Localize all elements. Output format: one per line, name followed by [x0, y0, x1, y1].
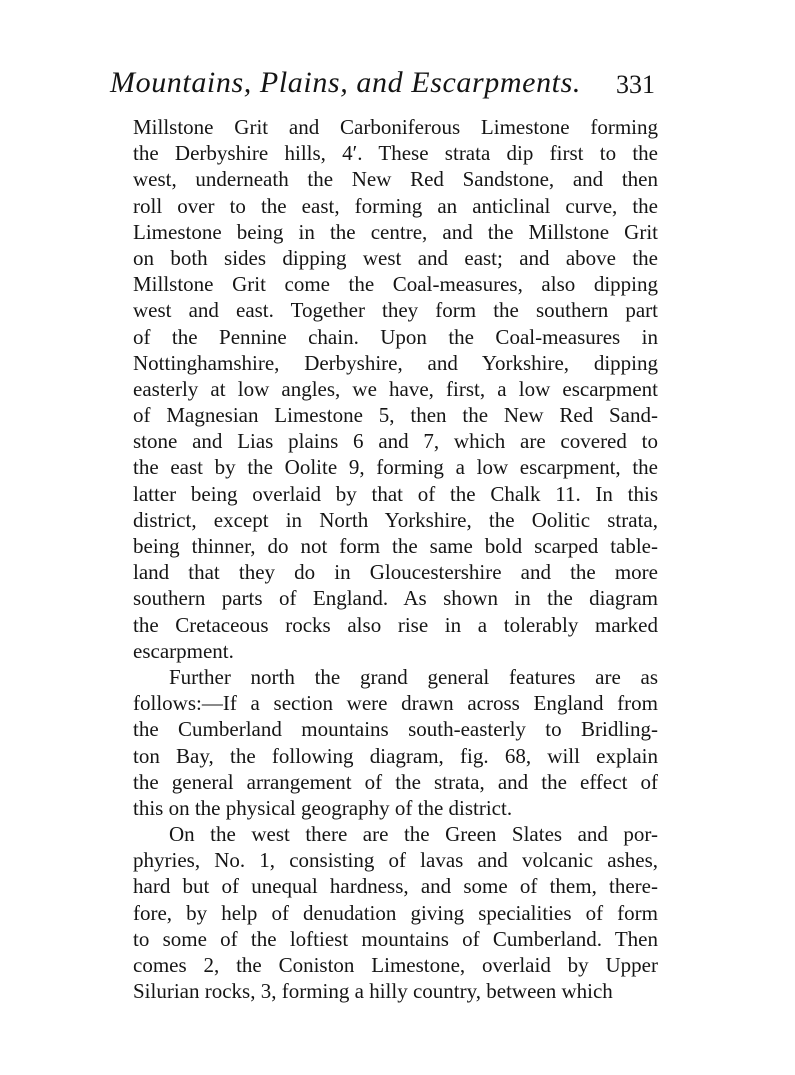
- text-line: On the west there are the Green Slates and por-: [169, 822, 658, 847]
- text-line: district, except in North Yorkshire, the Oolitic strata,: [133, 507, 658, 532]
- text-line: the Cumberland mountains south-easterly to Bridling-: [133, 717, 658, 742]
- text-line: the Derbyshire hills, 4′. These strata dip first to the: [133, 141, 658, 166]
- text-line: follows:—If a section were drawn across England from: [133, 691, 658, 716]
- text-line: the general arrangement of the strata, and the effect of: [133, 769, 658, 794]
- text-line: roll over to the east, forming an anticlinal curve, the: [133, 193, 658, 218]
- text-line: easterly at low angles, we have, first, a low escarpment: [133, 376, 658, 401]
- text-line: fore, by help of denudation giving specialities of form: [133, 900, 658, 925]
- text-line: Nottinghamshire, Derbyshire, and Yorkshire, dipping: [133, 350, 658, 375]
- text-line: being thinner, do not form the same bold scarped table-: [133, 534, 658, 558]
- running-title: Mountains, Plains, and Escarpments.: [110, 66, 581, 99]
- text-line: ton Bay, the following diagram, fig. 68, will explain: [133, 743, 658, 768]
- text-line: stone and Lias plains 6 and 7, which are covered to: [133, 429, 658, 454]
- text-line: latter being overlaid by that of the Chalk 11. In this: [133, 481, 658, 506]
- body-text: [133, 114, 658, 1004]
- text-line: this on the physical geography of the district.: [133, 795, 513, 820]
- paragraph: [133, 114, 658, 664]
- text-line: Further north the grand general features are as: [169, 664, 658, 689]
- page-number: 331: [616, 70, 655, 99]
- text-line: Limestone being in the centre, and the Millstone Grit: [133, 219, 658, 244]
- text-line: of Magnesian Limestone 5, then the New Red Sand-: [133, 403, 658, 428]
- text-line: hard but of unequal hardness, and some of them, there-: [133, 874, 658, 899]
- text-line: phyries, No. 1, consisting of lavas and volcanic ashes,: [133, 848, 658, 873]
- text-line: the east by the Oolite 9, forming a low escarpment, the: [133, 455, 658, 480]
- text-line: comes 2, the Coniston Limestone, overlaid by Upper: [133, 953, 658, 977]
- text-line: west, underneath the New Red Sandstone, and then: [133, 167, 658, 192]
- text-line: of the Pennine chain. Upon the Coal-measures in: [133, 324, 658, 349]
- paragraph: [133, 821, 658, 1004]
- text-line: on both sides dipping west and east; and above the: [133, 245, 658, 270]
- text-line: escarpment.: [133, 638, 234, 663]
- text-line: Millstone Grit and Carboniferous Limestone forming: [133, 115, 658, 139]
- text-line: southern parts of England. As shown in the diagram: [133, 586, 658, 611]
- text-line: to some of the loftiest mountains of Cumberland. Then: [133, 926, 658, 951]
- text-line: west and east. Together they form the southern part: [133, 298, 658, 323]
- page-header: [0, 66, 795, 106]
- text-line: Silurian rocks, 3, forming a hilly country, between which: [133, 979, 613, 1004]
- paragraph: [133, 664, 658, 821]
- text-line: land that they do in Gloucestershire and the more: [133, 560, 658, 585]
- text-line: the Cretaceous rocks also rise in a tolerably marked: [133, 612, 658, 637]
- text-line: Millstone Grit come the Coal-measures, also dipping: [133, 272, 658, 297]
